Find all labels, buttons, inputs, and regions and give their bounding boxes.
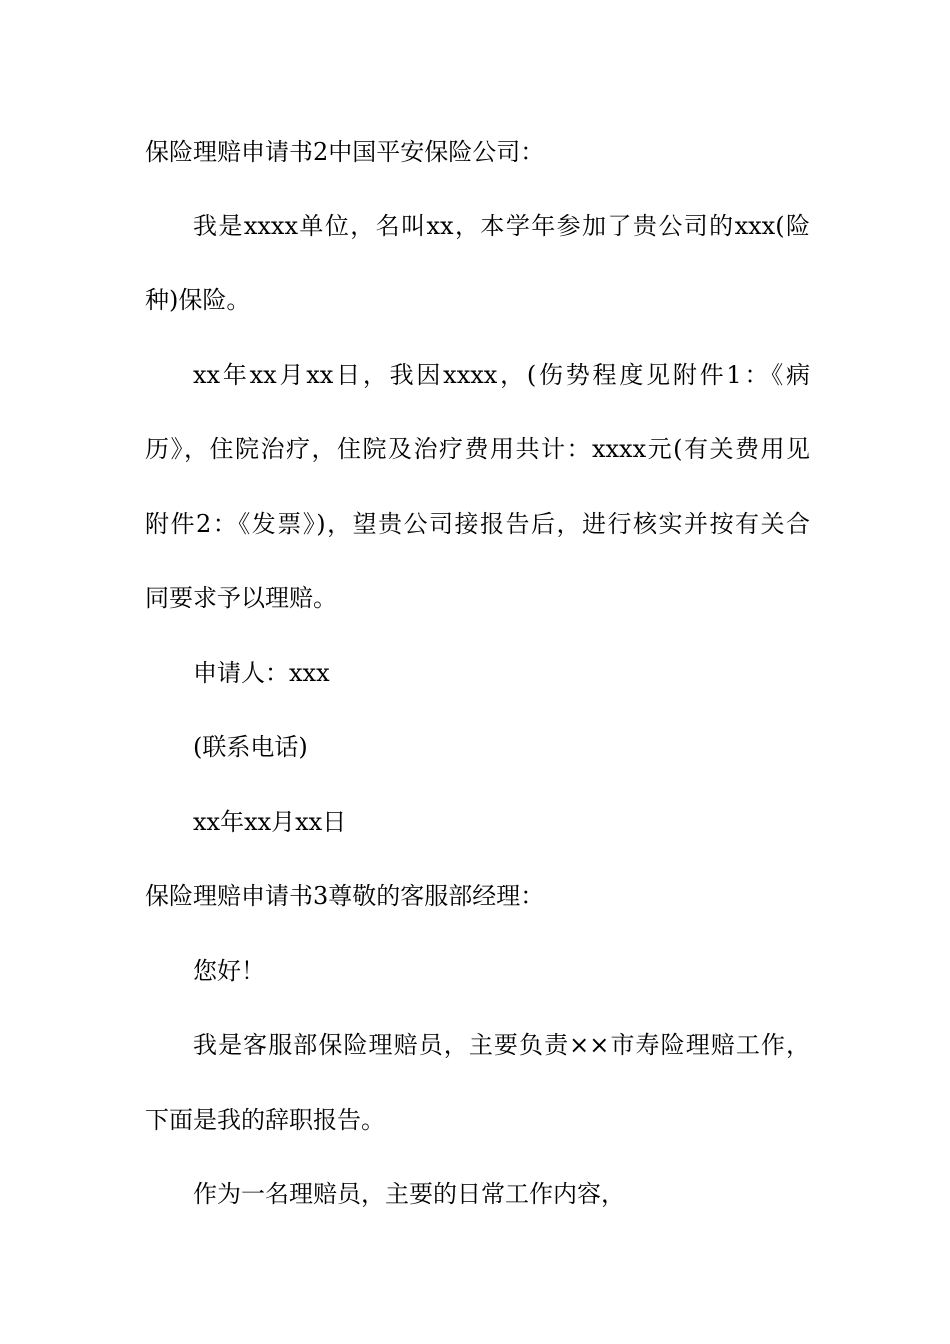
contact-phone-line: (联系电话) bbox=[193, 733, 308, 761]
paragraph-line: 种)保险。 bbox=[145, 286, 251, 314]
paragraph-line: xx年xx月xx日，我因xxxx，(伤势程度见附件1：《病 bbox=[193, 361, 810, 389]
paragraph-line: 我是客服部保险理赔员，主要负责××市寿险理赔工作， bbox=[193, 1031, 810, 1059]
greeting-line: 您好！ bbox=[193, 957, 265, 985]
paragraph-line: 历》，住院治疗，住院及治疗费用共计：xxxx元(有关费用见 bbox=[145, 435, 810, 463]
paragraph-line: 附件2：《发票》)，望贵公司接报告后，进行核实并按有关合 bbox=[145, 510, 810, 538]
paragraph-line: 同要求予以理赔。 bbox=[145, 584, 337, 612]
section-heading-2: 保险理赔申请书2中国平安保险公司： bbox=[145, 138, 545, 166]
paragraph-line: 作为一名理赔员，主要的日常工作内容， bbox=[193, 1180, 625, 1208]
paragraph-line: 下面是我的辞职报告。 bbox=[145, 1106, 385, 1134]
section-heading-3: 保险理赔申请书3尊敬的客服部经理： bbox=[145, 882, 545, 910]
paragraph-line: 我是xxxx单位，名叫xx，本学年参加了贵公司的xxx(险 bbox=[193, 212, 810, 240]
applicant-line: 申请人：xxx bbox=[193, 659, 330, 687]
date-line: xx年xx月xx日 bbox=[193, 808, 347, 836]
